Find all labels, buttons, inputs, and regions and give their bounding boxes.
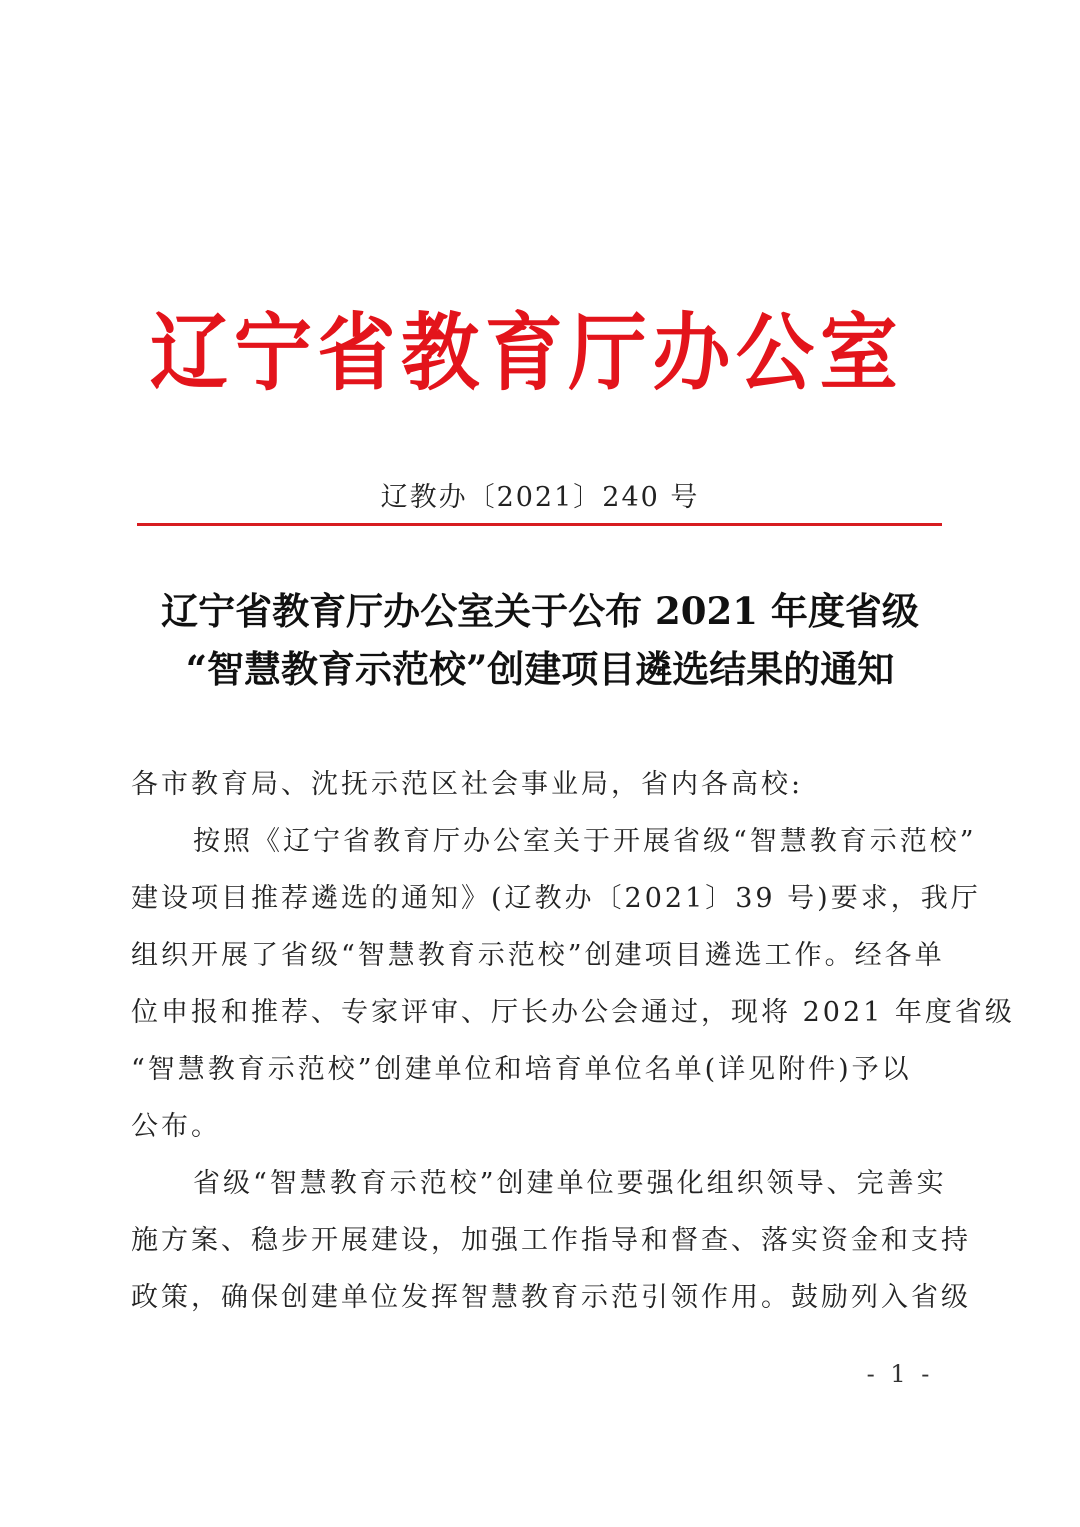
paragraph-1-line: 组织开展了省级“智慧教育示范校”创建项目遴选工作。经各单 <box>131 940 945 971</box>
paragraph-2-line: 施方案、稳步开展建设，加强工作指导和督查、落实资金和支持 <box>131 1225 971 1256</box>
document-number: 辽教办〔2021〕240 号 <box>380 482 700 513</box>
notice-title-line-1: 辽宁省教育厅办公室关于公布 2021 年度省级 <box>161 589 919 633</box>
notice-title <box>100 582 980 698</box>
salutation: 各市教育局、沈抚示范区社会事业局，省内各高校: <box>131 769 804 800</box>
paragraph-1-line: 建设项目推荐遴选的通知》(辽教办〔2021〕39 号)要求，我厅 <box>131 883 981 914</box>
paragraph-1-line: 按照《辽宁省教育厅办公室关于开展省级“智慧教育示范校” <box>193 826 977 857</box>
paragraph-1 <box>131 813 1015 1155</box>
paragraph-1-line: “智慧教育示范校”创建单位和培育单位名单(详见附件)予以 <box>131 1054 912 1085</box>
issuing-organization-header: 辽宁省教育厅办公室 <box>150 304 904 402</box>
page-number: - 1 - <box>866 1360 934 1388</box>
notice-body <box>131 756 1015 1326</box>
red-divider-line <box>137 523 942 526</box>
notice-title-line-2: “智慧教育示范校”创建项目遴选结果的通知 <box>185 647 895 691</box>
paragraph-1-line: 位申报和推荐、专家评审、厅长办公会通过，现将 2021 年度省级 <box>131 997 1015 1028</box>
paragraph-2-line: 政策，确保创建单位发挥智慧教育示范引领作用。鼓励列入省级 <box>131 1282 971 1313</box>
paragraph-2-line: 省级“智慧教育示范校”创建单位要强化组织领导、完善实 <box>193 1168 947 1199</box>
paragraph-2 <box>131 1155 971 1326</box>
paragraph-1-line: 公布。 <box>131 1111 221 1142</box>
